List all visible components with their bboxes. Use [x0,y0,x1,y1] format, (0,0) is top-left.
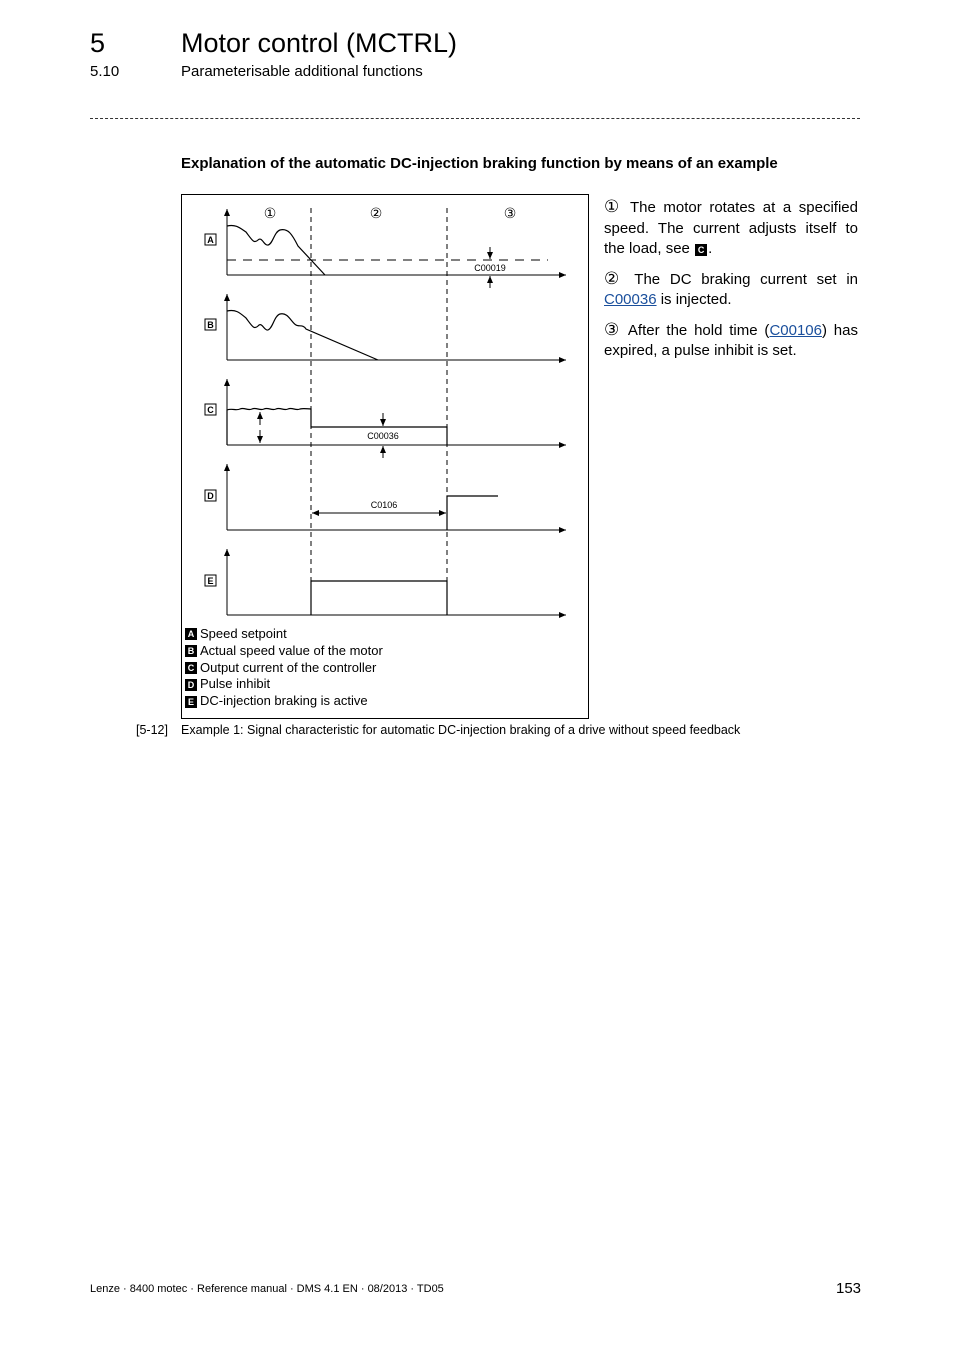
c00036-label: C00036 [367,431,399,441]
explanation-ref-letter-c: C [695,244,707,256]
axes-row-b [227,294,566,360]
legend-item-c [185,660,383,677]
section-heading: Explanation of the automatic DC-injection braking function by means of an example [181,155,778,172]
legend-letter-d: D [185,679,197,691]
axes-row-e [227,549,566,615]
legend-text-e: DC-injection braking is active [200,693,368,709]
phase-marker-2: ② [369,206,383,222]
legend-letter-a: A [185,628,197,640]
legend-text-d: Pulse inhibit [200,676,271,692]
explanation-text-2: The DC braking current set in [634,270,858,288]
phase-marker-1: ① [263,206,277,222]
row-letter-e [205,575,216,586]
row-letter-a [205,234,216,245]
section-number: 5.10 [90,63,120,80]
actual-speed-curve [227,310,378,360]
explanation-marker-1: ① [604,197,623,216]
explanation-list [604,197,858,371]
speed-setpoint-curve [227,225,325,275]
svg-text:B: B [207,320,214,330]
legend-item-a [185,626,383,643]
legend-letter-b: B [185,645,197,657]
page-number: 153 [836,1280,862,1297]
explanation-text-1: The motor rotates at a specified speed. The current adjusts itself to the load, see [604,199,858,257]
legend-item-d [185,676,383,693]
chapter-number: 5 [90,28,106,58]
row-letter-c [205,404,216,415]
phase-marker-3: ③ [503,206,517,222]
dc-braking-active-signal [311,581,447,615]
explanation-item-1: ① The motor rotates at a specified speed. The current adjusts itself to the load, see C . [604,197,858,257]
legend-item-b [185,643,383,660]
legend-text-c: Output current of the controller [200,659,377,675]
explanation-marker-3: ③ [604,319,622,339]
axes-row-d [227,464,566,530]
row-letter-b [205,319,216,330]
link-c00036[interactable]: C00036 [604,291,657,308]
svg-text:C: C [207,405,214,415]
figure-legend [185,626,383,710]
chapter-title: Motor control (MCTRL) [181,28,458,58]
legend-letter-e: E [185,696,197,708]
figure-caption: Example 1: Signal characteristic for automatic DC-injection braking of a drive without speed feedback [181,723,741,737]
svg-text:E: E [207,576,214,586]
legend-text-b: Actual speed value of the motor [200,642,383,658]
explanation-item-3: ③ After the hold time (C00106) has expired, a pulse inhibit is set. [604,319,858,359]
c00019-label: C00019 [474,263,506,273]
explanation-item-2: ② The DC braking current set in C00036 is injected. [604,268,858,308]
link-c00106[interactable]: C00106 [769,321,822,339]
section-title: Parameterisable additional functions [181,63,423,80]
row-letter-d [205,490,216,501]
legend-text-a: Speed setpoint [200,626,287,641]
explanation-marker-2: ② [604,268,625,288]
figure-number: [5-12] [136,723,168,737]
c0106-label: C0106 [370,500,398,510]
svg-text:A: A [207,235,214,245]
pulse-inhibit-signal [447,496,498,530]
svg-text:D: D [207,491,214,501]
footer-document-info: Lenze · 8400 motec · Reference manual · DMS 4.1 EN · 08/2013 · TD05 [90,1283,444,1295]
legend-letter-c: C [185,662,197,674]
legend-item-e [185,693,383,710]
explanation-text-3: After the hold time ( [627,321,770,339]
